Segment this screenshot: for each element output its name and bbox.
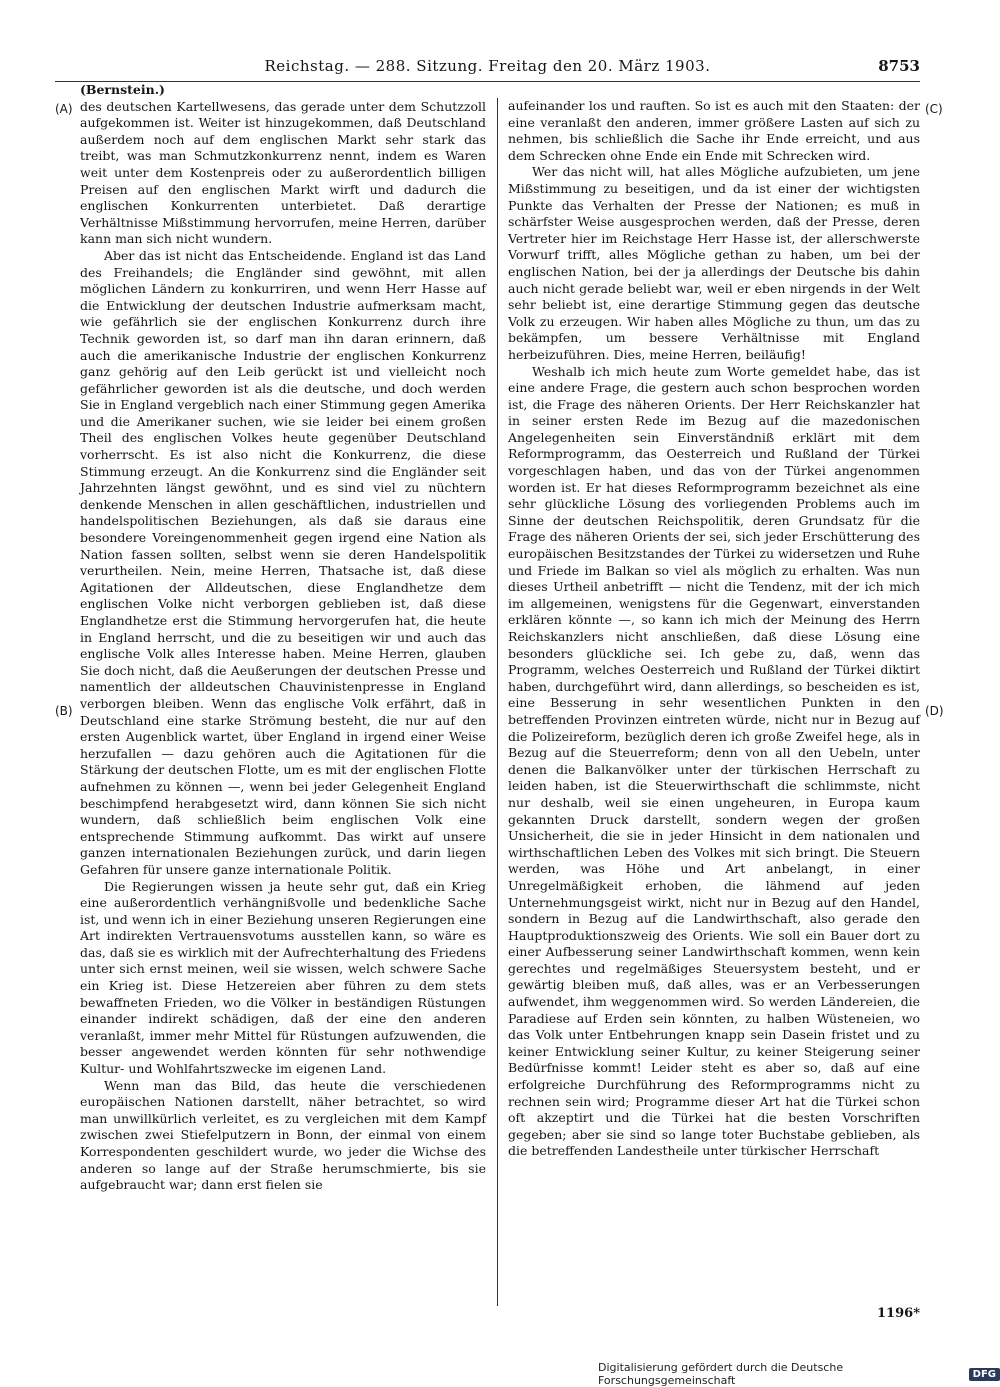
margin-marker-c: (C) <box>925 102 943 116</box>
dfg-logo: DFG <box>969 1368 1000 1381</box>
footer <box>598 1361 1000 1387</box>
paragraph: Aber das ist nicht das Entscheidende. England ist das Land des Freihandels; die Engländer sind gewöhnt, mit allen möglichen Ländern zu konkurriren, und wenn Herr Hasse auf die Entwicklung der deutschen Industrie aufmerksam macht, wie gefährlich sie der englischen Konkurrenz durch ihre Technik geworden ist, so darf man ihn daran erinnern, daß auch die amerikanische Industrie der englischen Konkurrenz ganz gehörig auf den Leib gerückt ist und vielleicht noch gefährlicher geworden ist als die deutsche, und doch werden Sie in England vergeblich nach einer Stimmung gegen Amerika und die Amerikaner suchen, wie sie leider bei einem großen Theil des englischen Volkes heute gegenüber Deutschland vorherrscht. Es ist also nicht die Konkurrenz, die diese Stimmung erzeugt. An die Konkurrenz sind die Engländer seit Jahrzehnten längst gewöhnt, und es sind viel zu nüchtern denkende Menschen in allen geschäftlichen, industriellen und handelspolitischen Beziehungen, als daß sie daraus eine besondere Voreingenommenheit gegen irgend eine Nation als Nation fassen sollten, selbst wenn sie deren Handelspolitik verurtheilen. Nein, meine Herren, Thatsache ist, daß diese Agitationen der Alldeutschen, diese Englandhetze dem englischen Volke nicht verborgen geblieben ist, daß diese Englandhetze erst die Stimmung hervorgerufen hat, die heute in England herrscht, und die zu beseitigen wir und auch das englische Volk alles Interesse haben. Meine Herren, glauben Sie doch nicht, daß die Aeußerungen der deutschen Presse und namentlich der alldeutschen Chauvinistenpresse in England verborgen bleiben. Wenn das englische Volk erfährt, daß in Deutschland eine starke Strömung besteht, die nur auf den ersten Augenblick wartet, über England in irgend einer Weise herzufallen — dazu gehören auch die Agitationen für die Stärkung der deutschen Flotte, um es mit der englischen Flotte aufnehmen zu können —, wenn bei jeder Gelegenheit England beschimpfend herabgesetzt wird, dann können Sie sich nicht wundern, daß schließlich beim englischen Volk eine entsprechende Stimmung aufkommt. Das wirkt auf unsere ganzen internationalen Beziehungen zurück, und darin liegen Gefahren für unsere ganze internationale Politik. <box>80 247 486 877</box>
page-header <box>55 55 920 82</box>
left-column <box>80 82 486 1194</box>
footer-text: Digitalisierung gefördert durch die Deutsche Forschungsgemeinschaft <box>598 1361 844 1387</box>
right-column <box>508 98 920 1160</box>
paragraph: Die Regierungen wissen ja heute sehr gut, daß ein Krieg eine außerordentlich verhängnißvolle und bedenkliche Sache ist, und wenn ich in einer Beziehung unseren Regierungen eine Art indirekten Vertrauensvotums ausstellen kann, so wäre es das, daß sie es wirklich mit der Aufrechterhaltung des Friedens unter sich ernst meinen, weil sie wissen, welch schwere Sache ein Krieg ist. Diese Hetzereien aber führen zu dem stets bewaffneten Frieden, wo die Völker in beständigen Rüstungen einander indirekt schädigen, daß der eine den anderen veranlaßt, immer mehr Mittel für Rüstungen aufzuwenden, die besser angewendet werden könnten für sehr nothwendige Kultur- und Wohlfahrtszwecke im eigenen Land. <box>80 878 486 1077</box>
paragraph: des deutschen Kartellwesens, das gerade unter dem Schutzzoll aufgekommen ist. Weiter ist hinzugekommen, daß Deutschland außerdem noch auf dem englischen Markt sehr stark das treibt, was man Schmutzkonkurrenz nennt, indem es Waren weit unter dem Kostenpreis oder zu außerordentlich billigen Preisen auf den englischen Markt wirft und dadurch die englischen Konkurrenten unterbietet. Daß derartige Verhältnisse Mißstimmung hervorrufen, meine Herren, darüber kann man sich nicht wundern. <box>80 98 486 247</box>
paragraph: Weshalb ich mich heute zum Worte gemeldet habe, das ist eine andere Frage, die gestern auch schon besprochen worden ist, die Frage des näheren Orients. Der Herr Reichskanzler hat in seiner ersten Rede im Bezug auf die mazedonischen Angelegenheiten sein Einverständniß erklärt mit dem Reformprogramm, das Oesterreich und Rußland der Türkei vorgeschlagen haben, und das von der Türkei angenommen worden ist. Er hat dieses Reformprogramm bezeichnet als eine sehr glückliche Lösung des vorliegenden Problems auch im Sinne der deutschen Reichspolitik, deren Grundsatz für die Frage des näheren Orients der sei, sich jeder Erschütterung des europäischen Besitzstandes der Türkei zu widersetzen und Ruhe und Friede im Balkan so viel als möglich zu erhalten. Was nun dieses Urtheil anbetrifft — nicht die Tendenz, mit der ich mich im allgemeinen, wenigstens für die Gegenwart, einverstanden erklären könnte —, so kann ich mich der Meinung des Herrn Reichskanzlers nicht anschließen, daß diese Lösung eine besonders glückliche sei. Ich gebe zu, daß, wenn das Programm, welches Oesterreich und Rußland der Türkei diktirt haben, durchgeführt wird, dann allerdings, so bescheiden es ist, eine Besserung in sehr wesentlichen Punkten in den betreffenden Provinzen eintreten würde, nicht nur in Bezug auf die Polizeireform, bezüglich deren ich große Zweifel hege, als in Bezug auf die Steuerreform; denn von all den Uebeln, unter denen die Balkanvölker unter der türkischen Herrschaft zu leiden haben, ist die Steuerwirthschaft die schlimmste, nicht nur deshalb, weil sie einen ungeheuren, in Europa kaum gekannten Druck darstellt, sondern wegen der großen Unsicherheit, die sie in jeder Hinsicht in dem nationalen und wirthschaftlichen Leben des Volkes mit sich bringt. Die Steuern werden, was Höhe und Art anbelangt, in einer Unregelmäßigkeit erhoben, die lähmend auf jeden Unternehmungsgeist wirkt, nicht nur in Bezug auf den Handel, sondern in Bezug auf die Landwirthschaft, also gerade den Hauptproduktionszweig des Orients. Wie soll ein Bauer dort zu einer Aufbesserung seiner Landwirthschaft kommen, wenn kein gerechtes und regelmäßiges Steuersystem besteht, und er gewärtig bleiben muß, daß alles, was er an Verbesserungen aufwendet, ihm weggenommen wird. So werden Ländereien, die Paradiese auf Erden sein könnten, zu halben Wüsteneien, wo das Volk unter Entbehrungen knapp sein Dasein fristet und zu keiner Entwicklung seiner Kultur, zu keiner Steigerung seiner Bedürfnisse kommt! Leider steht es aber so, daß auf eine erfolgreiche Durchführung des Reformprogramms nicht zu rechnen sein wird; Programme dieser Art hat die Türkei schon oft akzeptirt und die Türkei hat die besten Vorschriften gegeben; aber sie sind so lange toter Buchstabe geblieben, als die betreffenden Landestheile unter türkischer Herrschaft <box>508 363 920 1159</box>
margin-marker-b: (B) <box>55 704 73 718</box>
margin-marker-d: (D) <box>925 704 944 718</box>
header-title: Reichstag. — 288. Sitzung. Freitag den 20. März 1903. <box>264 57 711 75</box>
paragraph: Wenn man das Bild, das heute die verschiedenen europäischen Nationen darstellt, näher betrachtet, so wird man unwillkürlich verleitet, es zu vergleichen mit dem Kampf zwischen zwei Stiefelputzern in Bonn, der einmal von einem Korrespondenten geschildert wurde, wo jeder die Wichse des anderen so lange auf der Straße herumschmierte, bis sie aufgebraucht war; dann erst fielen sie <box>80 1077 486 1193</box>
speaker-name: (Bernstein.) <box>80 82 165 97</box>
margin-marker-a: (A) <box>55 102 73 116</box>
paragraph: aufeinander los und rauften. So ist es auch mit den Staaten: der eine veranlaßt den anderen, immer größere Lasten auf sich zu nehmen, bis schließlich die Sache ihr Ende erreicht, und aus dem Schrecken ohne Ende ein Ende mit Schrecken wird. <box>508 98 920 163</box>
signature-mark: 1196* <box>877 1306 920 1321</box>
page-number: 8753 <box>878 57 920 75</box>
paragraph: Wer das nicht will, hat alles Mögliche aufzubieten, um jene Mißstimmung zu beseitigen, und da ist einer der wichtigsten Punkte das Verhalten der Presse der Nationen; es muß in schärfster Weise ausgesprochen werden, daß der Presse, deren Vertreter hier im Reichstage Herr Hasse ist, der allerschwerste Vorwurf trifft, alles Mögliche gethan zu haben, um bei der englischen Nation, bei der ja allerdings der Deutsche bis dahin auch nicht gerade beliebt war, weil er eben nirgends in der Welt sehr beliebt ist, eine derartige Stimmung gegen das deutsche Volk zu erzeugen. Wir haben alles Mögliche zu thun, um das zu bekämpfen, um bessere Verhältnisse mit England herbeizuführen. Dies, meine Herren, beiläufig! <box>508 164 920 362</box>
column-divider <box>497 98 498 1306</box>
